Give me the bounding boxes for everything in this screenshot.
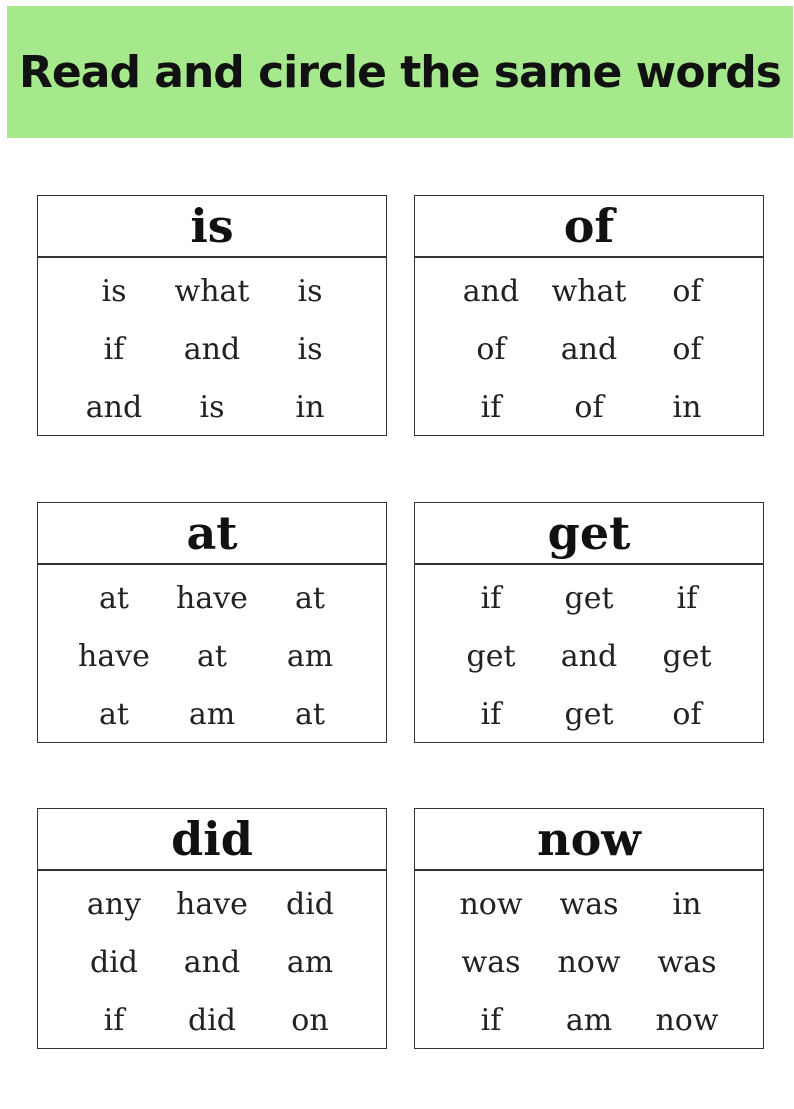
word-cell[interactable]: am xyxy=(565,1003,613,1038)
word-cell[interactable]: what xyxy=(551,274,627,309)
word-card-get xyxy=(414,502,764,743)
word-cell[interactable]: have xyxy=(176,581,248,616)
word-cell[interactable]: and xyxy=(85,390,143,425)
word-cell[interactable]: if xyxy=(480,581,502,616)
word-cell[interactable]: in xyxy=(672,390,702,425)
word-cell[interactable]: was xyxy=(657,945,717,980)
word-grid xyxy=(38,871,386,1057)
word-cell[interactable]: on xyxy=(291,1003,329,1038)
card-header xyxy=(415,809,763,871)
card-header xyxy=(38,503,386,565)
word-cell[interactable]: at xyxy=(295,581,325,616)
word-cell[interactable]: at xyxy=(197,639,227,674)
target-word: get xyxy=(547,506,631,560)
target-word: of xyxy=(563,199,615,253)
word-grid xyxy=(38,258,386,444)
word-cell[interactable]: if xyxy=(480,697,502,732)
word-card-is xyxy=(37,195,387,436)
word-cell[interactable]: and xyxy=(183,332,241,367)
word-cell[interactable]: what xyxy=(174,274,250,309)
word-cell[interactable]: now xyxy=(557,945,621,980)
word-cell[interactable]: is xyxy=(297,274,323,309)
word-cell[interactable]: and xyxy=(560,639,618,674)
page-title: Read and circle the same words xyxy=(19,46,781,98)
word-cell[interactable]: did xyxy=(187,1003,236,1038)
word-cell[interactable]: get xyxy=(662,639,712,674)
word-cell[interactable]: is xyxy=(199,390,225,425)
target-word: at xyxy=(186,506,238,560)
word-card-now xyxy=(414,808,764,1049)
word-cell[interactable]: am xyxy=(286,945,334,980)
word-card-at xyxy=(37,502,387,743)
word-cell[interactable]: at xyxy=(99,697,129,732)
word-cell[interactable]: of xyxy=(574,390,604,425)
target-word: now xyxy=(537,812,641,866)
word-cell[interactable]: in xyxy=(295,390,325,425)
card-header xyxy=(415,503,763,565)
word-cell[interactable]: if xyxy=(480,1003,502,1038)
word-cell[interactable]: is xyxy=(297,332,323,367)
word-cell[interactable]: have xyxy=(176,887,248,922)
word-grid xyxy=(415,871,763,1057)
word-cell[interactable]: did xyxy=(89,945,138,980)
word-cell[interactable]: at xyxy=(295,697,325,732)
word-cell[interactable]: get xyxy=(564,581,614,616)
word-cell[interactable]: of xyxy=(672,332,702,367)
word-cell[interactable]: if xyxy=(480,390,502,425)
card-header xyxy=(38,196,386,258)
word-cell[interactable]: of xyxy=(672,274,702,309)
word-cell[interactable]: at xyxy=(99,581,129,616)
word-cell[interactable]: and xyxy=(183,945,241,980)
word-cell[interactable]: did xyxy=(285,887,334,922)
target-word: did xyxy=(171,812,253,866)
word-cell[interactable]: is xyxy=(101,274,127,309)
word-cell[interactable]: was xyxy=(461,945,521,980)
card-header xyxy=(38,809,386,871)
word-cell[interactable]: have xyxy=(78,639,150,674)
word-cell[interactable]: of xyxy=(672,697,702,732)
word-cell[interactable]: in xyxy=(672,887,702,922)
word-grid xyxy=(38,565,386,751)
word-cell[interactable]: am xyxy=(286,639,334,674)
word-cell[interactable]: any xyxy=(86,887,142,922)
word-grid xyxy=(415,565,763,751)
word-cell[interactable]: now xyxy=(655,1003,719,1038)
word-cell[interactable]: get xyxy=(466,639,516,674)
word-cell[interactable]: and xyxy=(462,274,520,309)
word-cell[interactable]: am xyxy=(188,697,236,732)
word-card-of xyxy=(414,195,764,436)
word-cell[interactable]: of xyxy=(476,332,506,367)
word-cell[interactable]: if xyxy=(103,332,125,367)
target-word: is xyxy=(190,199,234,253)
card-header xyxy=(415,196,763,258)
word-card-did xyxy=(37,808,387,1049)
word-cell[interactable]: and xyxy=(560,332,618,367)
word-cell[interactable]: get xyxy=(564,697,614,732)
word-grid xyxy=(415,258,763,444)
word-cell[interactable]: if xyxy=(676,581,698,616)
word-cell[interactable]: now xyxy=(459,887,523,922)
word-cell[interactable]: was xyxy=(559,887,619,922)
word-cell[interactable]: if xyxy=(103,1003,125,1038)
title-banner xyxy=(7,6,793,138)
